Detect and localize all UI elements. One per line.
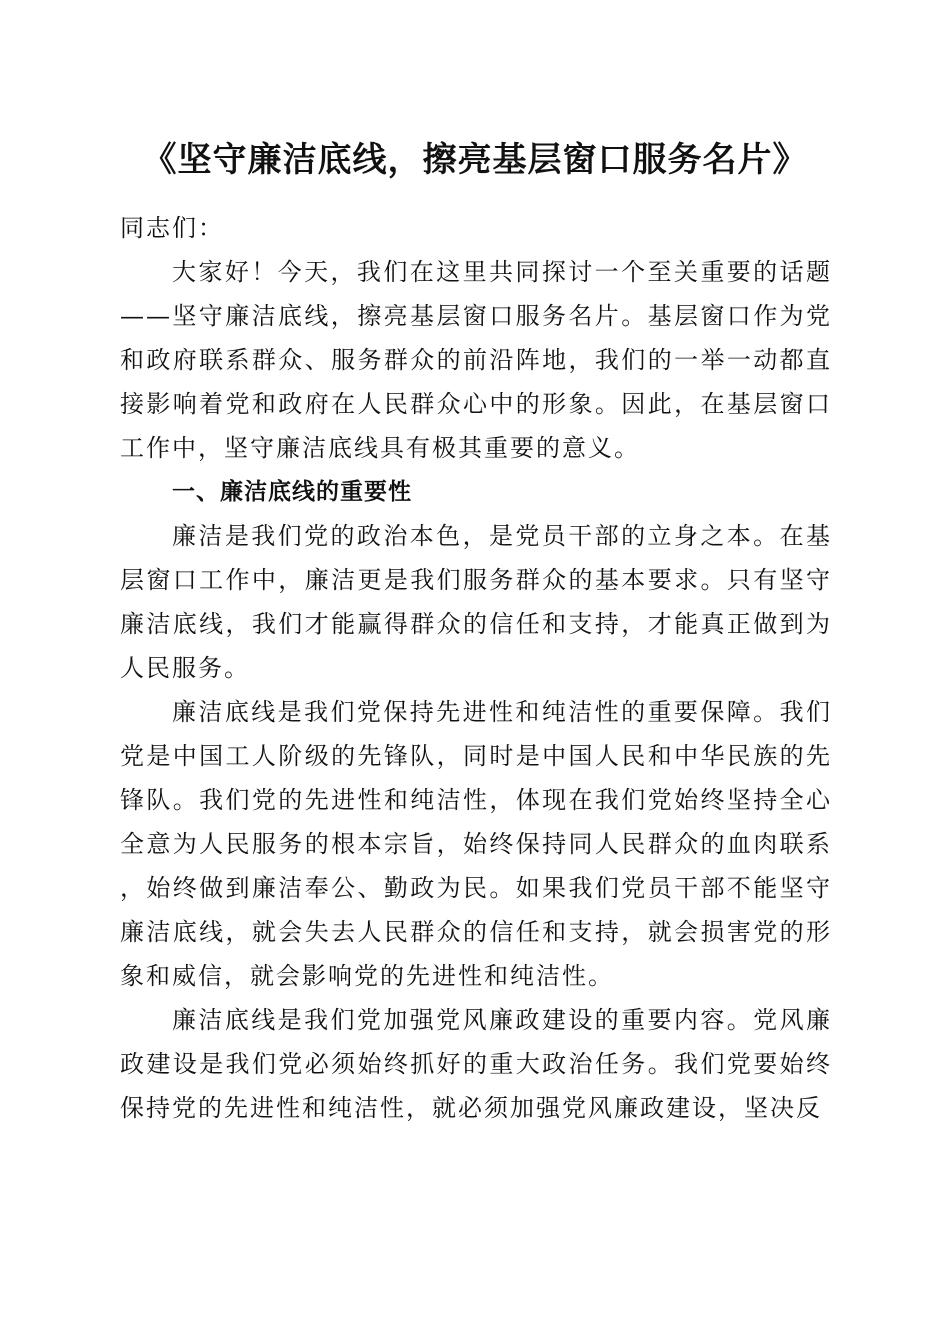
document-title: 《坚守廉洁底线，擦亮基层窗口服务名片》 <box>142 140 808 180</box>
intro-paragraph: 大家好！今天，我们在这里共同探讨一个至关重要的话题——坚守廉洁底线，擦亮基层窗口服务名片。基层窗口作为党和政府联系群众、服务群众的前沿阵地，我们的一举一动都直接影响着党和政府在人民群众心中的形象。因此，在基层窗口工作中，坚守廉洁底线具有极其重要的意义。 <box>120 258 832 462</box>
body-paragraph: 廉洁是我们党的政治本色，是党员干部的立身之本。在基层窗口工作中，廉洁更是我们服务群众的基本要求。只有坚守廉洁底线，我们才能赢得群众的信任和支持，才能真正做到为人民服务。 <box>120 522 832 682</box>
body-paragraph: 廉洁底线是我们党保持先进性和纯洁性的重要保障。我们党是中国工人阶级的先锋队，同时是中国人民和中华民族的先锋队。我们党的先进性和纯洁性，体现在我们党始终坚持全心全意为人民服务的根本宗旨，始终保持同人民群众的血肉联系，始终做到廉洁奉公、勤政为民。如果我们党员干部不能坚守廉洁底线，就会失去人民群众的信任和支持，就会损害党的形象和威信，就会影响党的先进性和纯洁性。 <box>120 698 832 990</box>
salutation: 同志们： <box>120 214 224 242</box>
document-body <box>120 206 832 1130</box>
section-heading: 一、廉洁底线的重要性 <box>172 479 412 505</box>
body-paragraph: 廉洁底线是我们党加强党风廉政建设的重要内容。党风廉政建设是我们党必须始终抓好的重大政治任务。我们党要始终保持党的先进性和纯洁性，就必须加强党风廉政建设，坚决反 <box>120 1006 832 1122</box>
